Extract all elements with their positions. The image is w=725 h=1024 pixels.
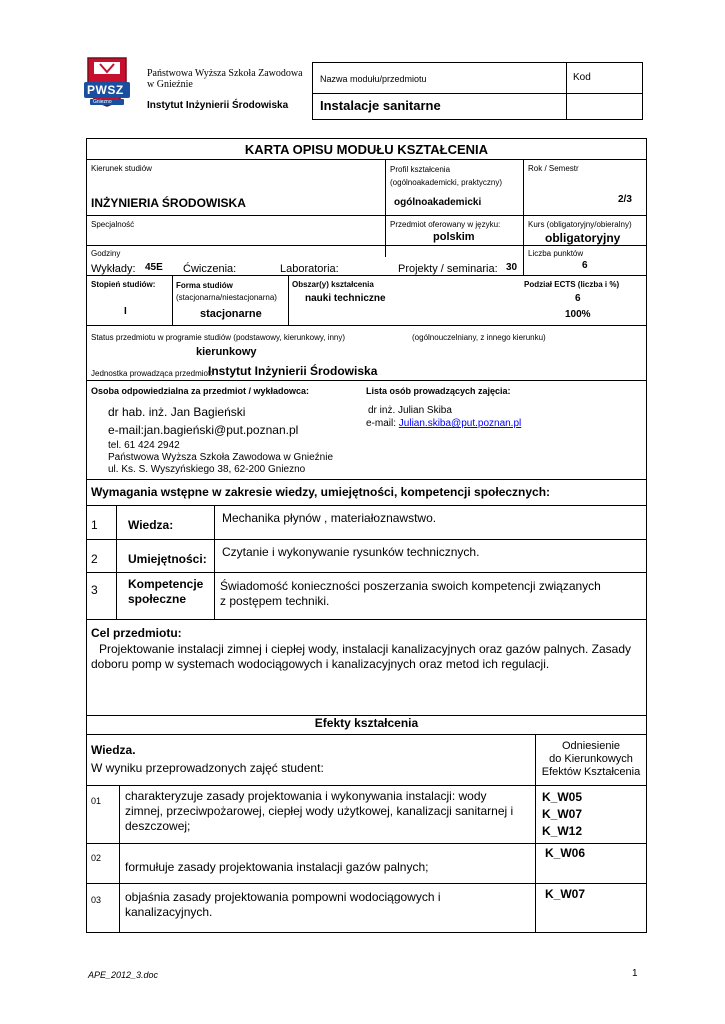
status-label-2: (ogólnouczelniany, z innego kierunku)	[412, 333, 546, 342]
logo-text: PWSZ	[87, 83, 124, 97]
unit-label: Jednostka prowadząca przedmiot:	[91, 369, 213, 378]
code-label: Kod	[573, 72, 591, 83]
prereq-name	[128, 577, 203, 607]
footer-filename: APE_2012_3.doc	[88, 970, 159, 980]
outcome-num: 02	[91, 853, 102, 863]
goal-text-line1: Projektowanie instalacji zimnej i ciepłej wody, instalacji kanalizacyjnych oraz gazów palnych. Zasady	[99, 642, 632, 656]
study-level-value: I	[124, 306, 127, 317]
module-name-label: Nazwa modułu/przedmiotu	[320, 74, 427, 84]
knowledge-intro: W wyniku przeprowadzonych zajęć student:	[91, 761, 324, 775]
exercises-label: Ćwiczenia:	[183, 263, 237, 275]
field-of-study: INŻYNIERIA ŚRODOWISKA	[91, 196, 246, 210]
language-label: Przedmiot oferowany w języku:	[390, 220, 501, 229]
profile-label-2: (ogólnoakademicki, praktyczny)	[390, 178, 503, 187]
area-value: nauki techniczne	[305, 293, 386, 304]
study-form-sublabel: (stacjonarna/niestacjonarna)	[176, 293, 277, 302]
prereq-name: Umiejętności:	[128, 552, 207, 566]
knowledge-title: Wiedza.	[91, 743, 136, 757]
teacher-email-link[interactable]: Julian.skiba@put.poznan.pl	[398, 418, 522, 429]
outcome-ref: K_W06	[545, 846, 586, 860]
profile-label-1: Profil kształcenia	[390, 165, 451, 174]
responsible-address: ul. Ks. S. Wyszyńskiego 38, 62-200 Gniezno	[108, 464, 306, 475]
outcome-ref: K_W07	[542, 807, 583, 821]
points-value: 6	[582, 260, 588, 271]
card-title: KARTA OPISU MODUŁU KSZTAŁCENIA	[244, 142, 489, 157]
outcome-ref: K_W07	[545, 887, 586, 901]
goal-text-line2: doboru pomp w systemach wodociągowych i kanalizacyjnych oraz metod ich regulacji.	[91, 657, 550, 671]
responsible-tel: tel. 61 424 2942	[108, 440, 180, 451]
ects-label: Podział ECTS (liczba i %)	[524, 280, 620, 289]
goal-text	[91, 642, 643, 672]
outcome-text-line3: deszczowej;	[125, 819, 191, 833]
outcome-text: formułuje zasady projektowania instalacji gazów palnych;	[125, 860, 429, 874]
study-form-label-group	[176, 280, 277, 304]
outcome-text-line1: objaśnia zasady projektowania pompowni wodociągowych i	[125, 890, 441, 904]
reference-header-line1: Odniesienie	[561, 740, 621, 752]
prereq-name: Wiedza:	[128, 518, 174, 532]
footer-page-number: 1	[632, 968, 638, 979]
prereq-desc-line2: z postępem techniki.	[220, 594, 330, 608]
reference-header-line2: do Kierunkowych	[549, 753, 633, 765]
responsible-email: e-mail:jan.bagieński@put.poznan.pl	[108, 423, 299, 437]
specialty-label: Specjalność	[91, 220, 135, 229]
reference-header-line3: Efektów Kształcenia	[541, 766, 641, 778]
prereq-desc	[220, 579, 601, 609]
goal-title: Cel przedmiotu:	[91, 626, 182, 640]
prereq-num: 1	[91, 518, 98, 532]
outcome-text-line2: zimnej, przeciwpożarowej, ciepłej wody użytkowej, kanalizacji sanitarnej i	[125, 804, 514, 818]
course-type-value: obligatoryjny	[545, 231, 621, 245]
hours-label: Godziny	[91, 249, 121, 258]
outcome-ref: K_W05	[542, 790, 583, 804]
school-name	[147, 68, 303, 90]
outcome-text-line1: charakteryzuje zasady projektowania i wykonywania instalacji: wody	[125, 789, 487, 803]
module-name: Instalacje sanitarne	[320, 98, 441, 113]
profile-label	[390, 163, 502, 189]
logo-subtext: Gniezno	[93, 99, 112, 105]
outcome-refs	[542, 789, 582, 840]
lectures-value: 45E	[145, 262, 163, 273]
prereq-desc-line1: Świadomość konieczności poszerzania swoich kompetencji związanych	[220, 579, 601, 593]
points-label: Liczba punktów	[528, 249, 584, 258]
profile-value: ogólnoakademicki	[394, 197, 482, 208]
ects-number: 6	[575, 293, 581, 304]
outcome-text-line2: kanalizacyjnych.	[125, 905, 213, 919]
prereq-num: 2	[91, 552, 98, 566]
projects-label: Projekty / seminaria:	[398, 263, 498, 275]
prereq-desc: Mechanika płynów , materiałoznawstwo.	[222, 511, 437, 525]
status-value: kierunkowy	[196, 346, 257, 358]
outcome-num: 01	[91, 796, 102, 806]
reference-header	[535, 740, 647, 779]
prereq-name-line2: społeczne	[128, 592, 187, 606]
teacher-email-line	[366, 418, 521, 429]
school-name-line2: w Gnieźnie	[147, 79, 193, 90]
language-value: polskim	[433, 231, 475, 243]
projects-value: 30	[506, 262, 518, 273]
status-label: Status przedmiotu w programie studiów (podstawowy, kierunkowy, inny)	[91, 333, 346, 342]
course-type-label: Kurs (obligatoryjny/obieralny)	[528, 220, 632, 229]
prereq-name-line1: Kompetencje	[128, 577, 204, 591]
laboratory-label: Laboratoria:	[280, 263, 339, 275]
responsible-institution: Państwowa Wyższa Szkoła Zawodowa w Gnieźnie	[108, 452, 334, 463]
prereq-desc: Czytanie i wykonywanie rysunków technicznych.	[222, 545, 480, 559]
outcome-text	[125, 890, 441, 920]
outcome-num: 03	[91, 895, 102, 905]
teacher-name: dr inż. Julian Skiba	[368, 405, 452, 416]
study-level-label: Stopień studiów:	[91, 280, 156, 289]
teacher-email-label: e-mail:	[366, 418, 397, 429]
school-name-line1: Państwowa Wyższa Szkoła Zawodowa	[147, 68, 303, 79]
outcomes-title: Efekty kształcenia	[314, 716, 419, 730]
prereq-num: 3	[91, 583, 98, 597]
logo	[80, 52, 134, 108]
responsible-label: Osoba odpowiedzialna za przedmiot / wykładowca:	[91, 386, 310, 396]
prerequisites-title: Wymagania wstępne w zakresie wiedzy, umiejętności, kompetencji społecznych:	[91, 485, 551, 499]
ects-percent: 100%	[565, 309, 591, 320]
responsible-name: dr hab. inż. Jan Bagieński	[108, 405, 246, 419]
study-form-label: Forma studiów	[176, 281, 233, 290]
area-label: Obszar(y) kształcenia	[292, 280, 374, 289]
outcome-text	[125, 789, 513, 834]
teachers-label: Lista osób prowadzących zajęcia:	[366, 386, 511, 396]
unit-value: Instytut Inżynierii Środowiska	[208, 364, 378, 378]
lectures-label: Wykłady:	[91, 263, 136, 275]
outcome-ref: K_W12	[542, 824, 583, 838]
study-form-value: stacjonarne	[200, 308, 262, 320]
year-value: 2/3	[618, 194, 632, 205]
year-label: Rok / Semestr	[528, 164, 579, 173]
field-of-study-label: Kierunek studiów	[91, 164, 152, 173]
institute-name: Instytut Inżynierii Środowiska	[147, 100, 289, 111]
